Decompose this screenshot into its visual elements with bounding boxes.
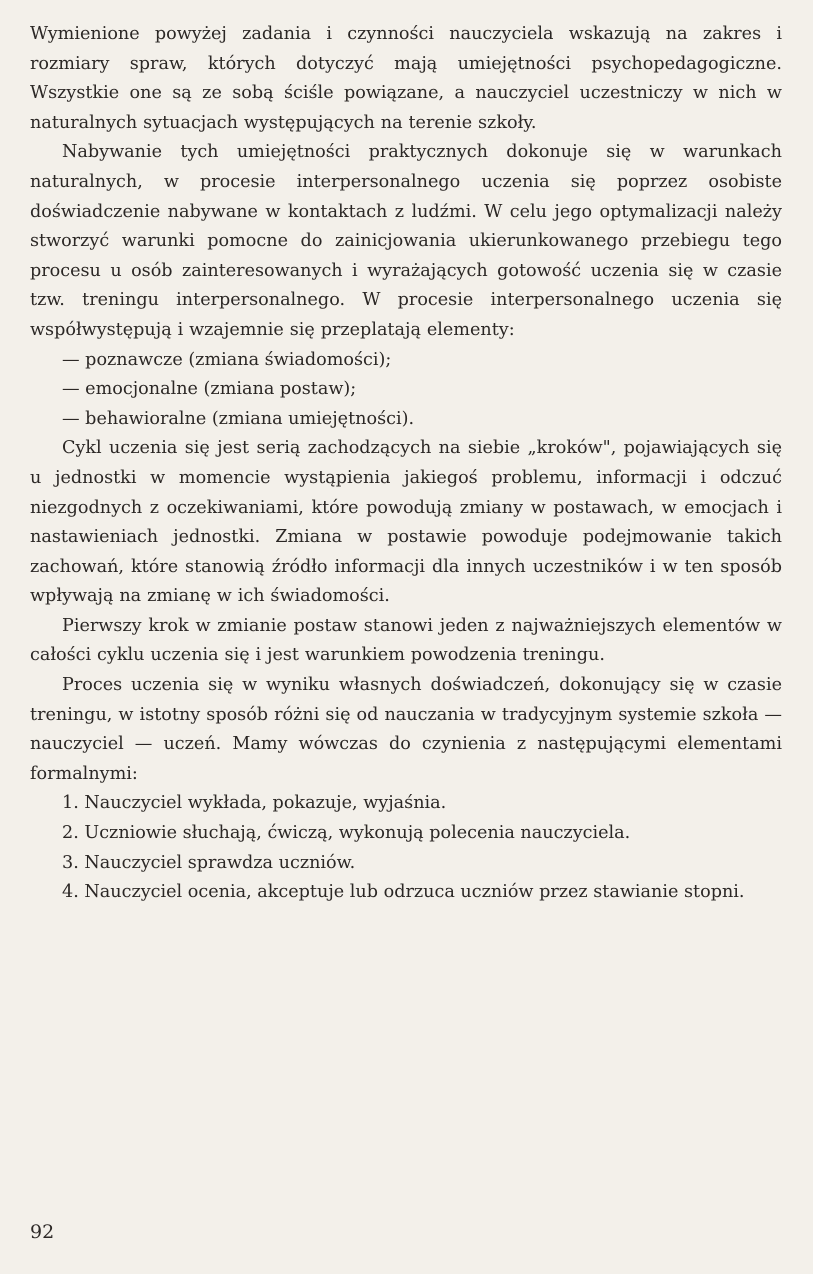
list-item: — emocjonalne (zmiana postaw); — [62, 379, 357, 400]
list-item: 3. Nauczyciel sprawdza uczniów. — [62, 852, 356, 873]
list-item: 4. Nauczyciel ocenia, akceptuje lub odrzuca uczniów przez stawianie stopni. — [62, 882, 745, 903]
list-item: — behawioralne (zmiana umiejętności). — [62, 408, 415, 429]
paragraph-5: Proces uczenia się w wyniku własnych doświadczeń, dokonujący się w czasie treningu, w istotny sposób różni się od nauczania w tradycyjnym systemie szkoła — nauczyciel — uczeń. Mamy wówczas do czynienia z następującymi elementami formalnymi: — [30, 675, 782, 784]
numbered-list — [30, 789, 782, 907]
paragraph-3: Cykl uczenia się jest serią zachodzących na siebie „kroków", pojawiających się u jednostki w momencie wystąpienia jakiegoś problemu, informacji i odczuć niezgodnych z oczekiwaniami, które powodują zmiany w postawach, w emocjach i nastawieniach jednostki. Zmiana w postawie powoduje podejmowanie takich zachowań, które stanowią źródło informacji dla innych uczestników i w ten sposób wpływają na zmianę w ich świadomości. — [30, 438, 782, 607]
list-item: 1. Nauczyciel wykłada, pokazuje, wyjaśnia. — [62, 793, 447, 814]
list-item: 2. Uczniowie słuchają, ćwiczą, wykonują polecenia nauczyciela. — [62, 823, 631, 844]
paragraph-1: Wymienione powyżej zadania i czynności nauczyciela wskazują na zakres i rozmiary spraw, których dotyczyć mają umiejętności psychopedagogiczne. Wszystkie one są ze sobą ściśle powiązane, a nauczyciel uczestniczy w nich w naturalnych sytuacjach występujących na terenie szkoły. — [30, 24, 782, 133]
list-item: — poznawcze (zmiana świadomości); — [62, 349, 392, 370]
page-text — [30, 20, 782, 908]
dash-list — [30, 346, 782, 435]
paragraph-2: Nabywanie tych umiejętności praktycznych dokonuje się w warunkach naturalnych, w procesie interpersonalnego uczenia się poprzez osobiste doświadczenie nabywane w kontaktach z ludźmi. W celu jego optymalizacji należy stworzyć warunki pomocne do zainicjowania ukierunkowanego przebiegu tego procesu u osób zainteresowanych i wyrażających gotowość uczenia się w czasie tzw. treningu interpersonalnego. W procesie interpersonalnego uczenia się współwystępują i wzajemnie się przeplatają elementy: — [30, 142, 782, 340]
page-number: 92 — [30, 1221, 55, 1243]
paragraph-4: Pierwszy krok w zmianie postaw stanowi jeden z najważniejszych elementów w całości cyklu uczenia się i jest warunkiem powodzenia treningu. — [30, 615, 782, 666]
